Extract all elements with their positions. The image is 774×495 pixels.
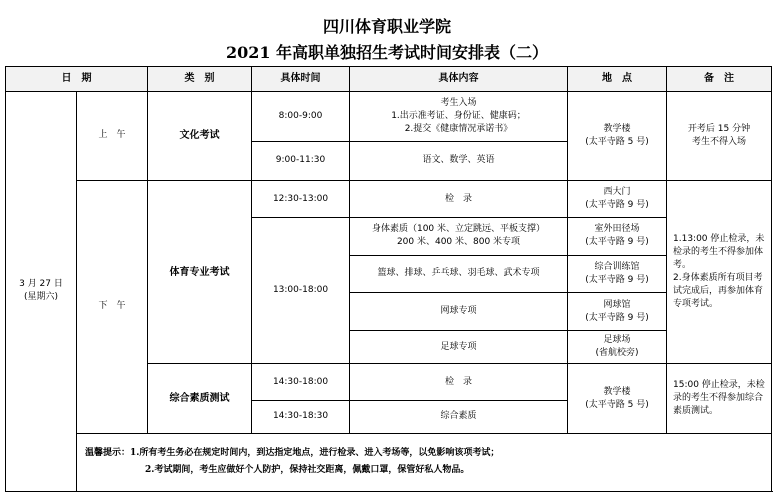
date-day: 3 月 27 日: [19, 279, 63, 290]
notes-morning: [667, 91, 772, 180]
notes-sports: [667, 181, 772, 364]
school-name: 四川体育职业学院: [322, 17, 451, 36]
table-row: [6, 181, 772, 218]
location-cell: [568, 181, 667, 218]
tips-cell: [77, 433, 772, 491]
notes-line: 1.13:00 停止检录，未检录的考生不得参加体考。: [673, 234, 765, 271]
content-cell: 篮球、排球、乒乓球、羽毛球、武术专项: [350, 255, 568, 292]
location-line: 教学楼: [603, 123, 631, 134]
time-cell: 8:00-9:00: [252, 91, 350, 141]
header-row: [6, 67, 772, 92]
content-line: 2.提交《健康情况承诺书》: [404, 123, 513, 134]
location-line: (太平寺路 9 号): [585, 274, 649, 285]
content-line: 考生入场: [440, 97, 477, 108]
category-sports: 体育专业考试: [148, 181, 252, 364]
notes-line: 2.身体素质所有项目考试完成后，再参加体育专项考试。: [673, 273, 764, 310]
content-cell: 网球专项: [350, 292, 568, 330]
period-afternoon: 下 午: [77, 181, 148, 434]
page-title: 2021 年高职单独招生考试时间安排表（二）: [225, 43, 549, 62]
schedule-table: [5, 66, 772, 492]
notes-quality: 15:00 停止检录，未检录的考生不得参加综合素质测试。: [667, 364, 772, 433]
location-line: 综合训练馆: [594, 261, 640, 272]
col-location: 地 点: [568, 67, 667, 92]
content-line: 200 米、400 米、800 米专项: [396, 237, 521, 248]
category-culture: 文化考试: [148, 91, 252, 180]
content-cell: [350, 91, 568, 141]
location-line: (省航校旁): [595, 348, 639, 359]
location-line: (太平寺路 9 号): [585, 200, 649, 211]
date-weekday: (星期六): [23, 292, 59, 303]
location-cell: [568, 255, 667, 292]
location-line: (太平寺路 9 号): [585, 312, 649, 323]
location-cell: [568, 218, 667, 255]
content-cell: 检 录: [350, 364, 568, 400]
time-cell: 14:30-18:30: [252, 400, 350, 433]
content-cell: [350, 218, 568, 255]
notes-line: 开考后 15 分钟: [687, 123, 751, 134]
tips-row: [6, 433, 772, 491]
location-cell: [568, 292, 667, 330]
time-cell: 13:00-18:00: [252, 218, 350, 364]
content-line: 1.出示准考证、身份证、健康码；: [391, 110, 526, 121]
location-line: 西大门: [603, 187, 631, 198]
col-date: 日 期: [6, 67, 148, 92]
time-cell: 14:30-18:00: [252, 364, 350, 400]
col-type: 类 别: [148, 67, 252, 92]
content-line: 身体素质（100 米、立定跳远、平板支撑）: [371, 224, 546, 235]
tips-label: 温馨提示：: [85, 448, 131, 459]
tips-line-2: 2.考试期间，考生应做好个人防护，保持社交距离，佩戴口罩，保管好私人物品。: [145, 465, 470, 476]
col-time: 具体时间: [252, 67, 350, 92]
tips-text-1: 1.所有考生务必在规定时间内，到达指定地点，进行检录、进入考场等，以免影响该项考试；: [130, 448, 500, 459]
time-cell: 12:30-13:00: [252, 181, 350, 218]
content-cell: 检 录: [350, 181, 568, 218]
time-cell: 9:00-11:30: [252, 141, 350, 180]
notes-line: 考生不得入场: [691, 136, 746, 147]
table-row: [6, 91, 772, 141]
location-line: 足球场: [603, 335, 631, 346]
content-cell: 综合素质: [350, 400, 568, 433]
tips-line-1: [85, 445, 763, 462]
content-cell: 足球专项: [350, 331, 568, 364]
date-cell: [6, 91, 77, 491]
col-notes: 备 注: [667, 67, 772, 92]
location-line: (太平寺路 5 号): [585, 399, 649, 410]
location-line: (太平寺路 5 号): [585, 136, 649, 147]
location-line: (太平寺路 9 号): [585, 237, 649, 248]
location-line: 网球馆: [603, 299, 631, 310]
location-cell: [568, 331, 667, 364]
content-cell: 语文、数学、英语: [350, 141, 568, 180]
location-cell: [568, 364, 667, 433]
col-content: 具体内容: [350, 67, 568, 92]
category-quality: 综合素质测试: [148, 364, 252, 433]
location-line: 教学楼: [603, 386, 631, 397]
period-morning: 上 午: [77, 91, 148, 180]
location-line: 室外田径场: [594, 224, 640, 235]
location-cell: [568, 91, 667, 180]
